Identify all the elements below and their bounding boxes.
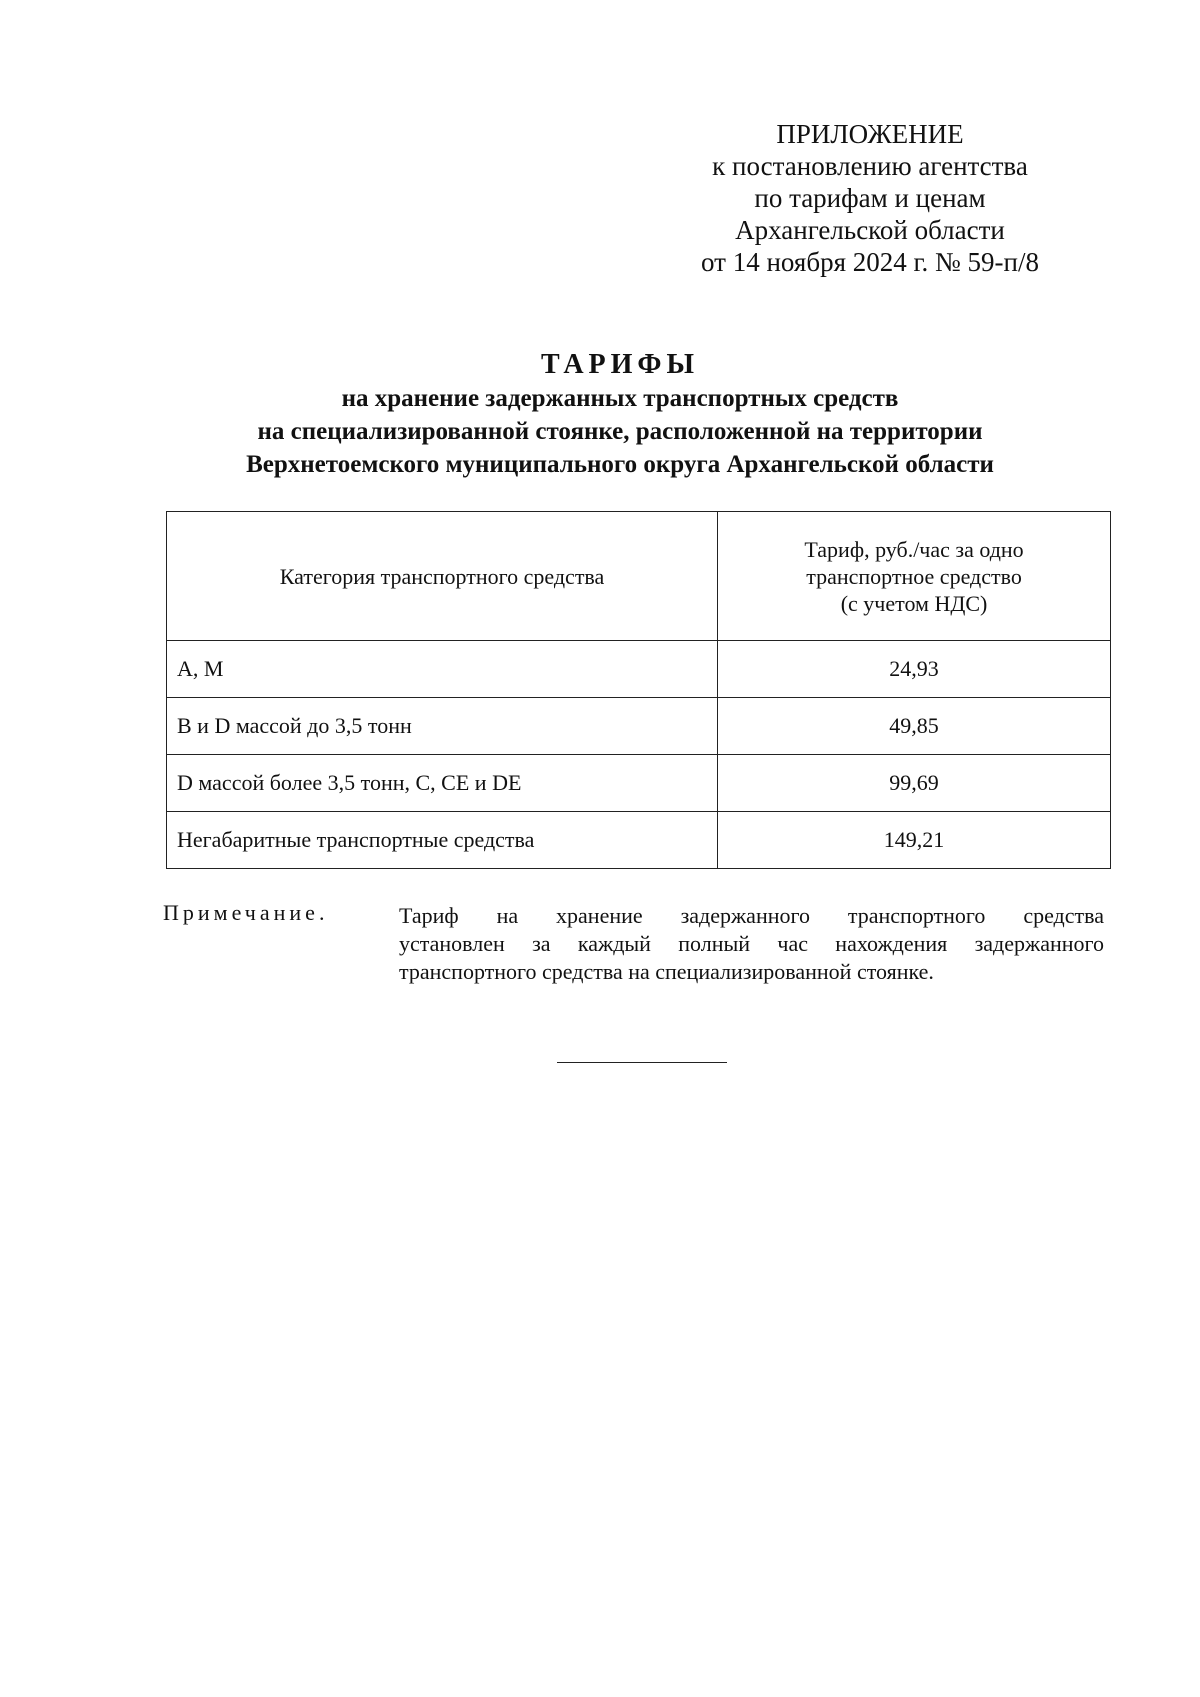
header-tariff-line: транспортное средство <box>806 563 1022 589</box>
note-line: установлен за каждый полный час нахождения задержанного <box>399 931 1104 956</box>
cell-tariff: 99,69 <box>718 755 1111 812</box>
cell-category: Негабаритные транспортные средства <box>167 812 718 869</box>
cell-category: А, М <box>167 641 718 698</box>
tariff-table <box>166 511 1111 869</box>
appendix-block <box>660 118 1080 278</box>
note-label: Примечание. <box>163 900 329 925</box>
table-row <box>167 755 1111 812</box>
document-title <box>150 348 1090 481</box>
header-tariff <box>718 512 1111 641</box>
table-row <box>167 812 1111 869</box>
title-subline: Верхнетоемского муниципального округа Архангельской области <box>246 451 994 478</box>
table-header-row <box>167 512 1111 641</box>
cell-tariff: 149,21 <box>718 812 1111 869</box>
appendix-date-number: от 14 ноября 2024 г. № 59-п/8 <box>701 247 1039 277</box>
header-category: Категория транспортного средства <box>167 512 718 641</box>
table-row <box>167 698 1111 755</box>
note-line: транспортного средства на специализированной стоянке. <box>399 959 934 984</box>
appendix-line: по тарифам и ценам <box>754 183 986 213</box>
cell-tariff: 24,93 <box>718 641 1111 698</box>
header-tariff-line: Тариф, руб./час за одно <box>804 536 1024 562</box>
title-subline: на специализированной стоянке, расположенной на территории <box>257 418 983 445</box>
end-divider <box>557 1062 727 1063</box>
header-tariff-line: (с учетом НДС) <box>840 590 988 616</box>
table-row <box>167 641 1111 698</box>
title-subline: на хранение задержанных транспортных средств <box>341 385 899 412</box>
title-main: ТАРИФЫ <box>541 349 699 380</box>
note-line: Тариф на хранение задержанного транспортного средства <box>399 903 1104 928</box>
appendix-line: Архангельской области <box>735 215 1005 245</box>
cell-category: D массой более 3,5 тонн, С, СЕ и DЕ <box>167 755 718 812</box>
appendix-line: к постановлению агентства <box>712 151 1028 181</box>
cell-category: В и D массой до 3,5 тонн <box>167 698 718 755</box>
note-text <box>399 902 1104 986</box>
cell-tariff: 49,85 <box>718 698 1111 755</box>
appendix-heading: ПРИЛОЖЕНИЕ <box>776 119 964 149</box>
